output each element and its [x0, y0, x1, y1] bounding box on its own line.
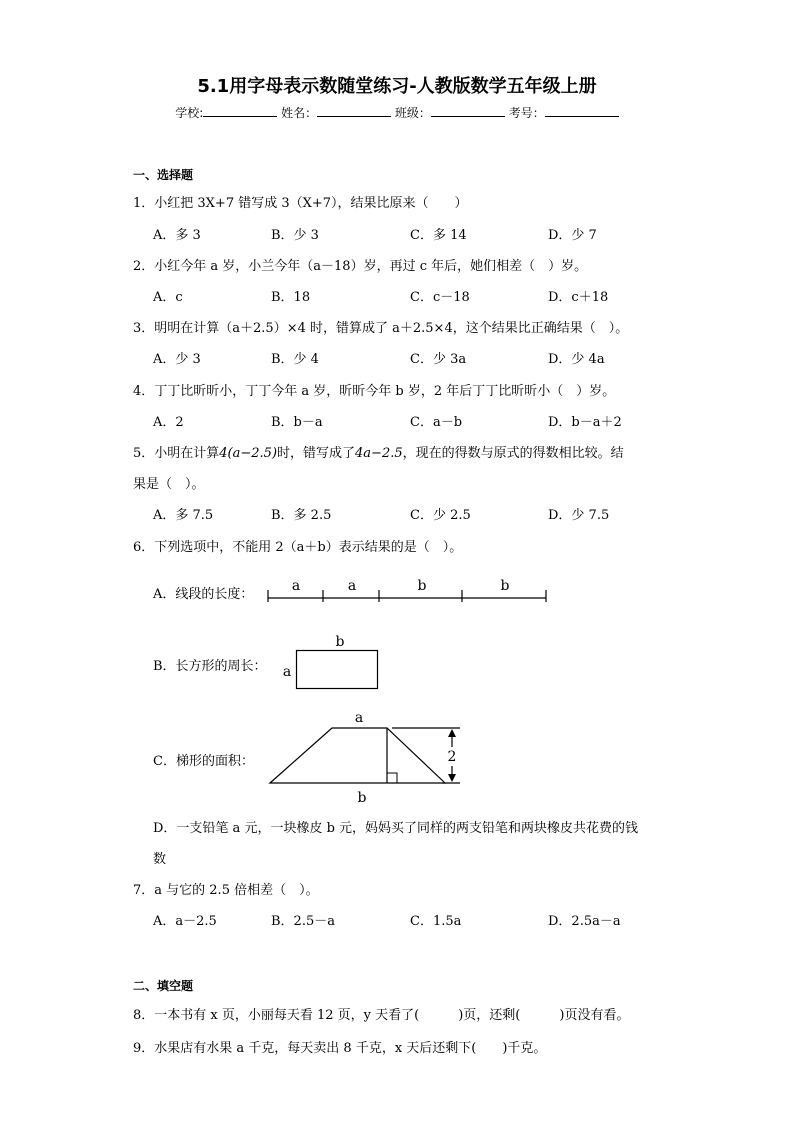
rectangle-diagram: [278, 630, 388, 692]
q7-option-c[interactable]: C．1.5a: [410, 914, 462, 929]
segment-label-a1: a: [291, 578, 301, 594]
q5-option-b[interactable]: B．多 2.5: [271, 508, 332, 523]
exam-number-blank[interactable]: [545, 104, 619, 117]
question-9: 9．水果店有水果 a 千克，每天卖出 8 千克，x 天后还剩下( )千克。: [133, 1041, 547, 1056]
question-3: 3．明明在计算（a＋2.5）×4 时，错算成了 a＋2.5×4，这个结果比正确结果（ ）。: [133, 321, 629, 336]
q4-option-c[interactable]: C．a－b: [410, 415, 463, 430]
q6-option-c[interactable]: C．梯形的面积：: [153, 754, 254, 769]
q6-option-d[interactable]: D．一支铅笔 a 元，一块橡皮 b 元，妈妈买了同样的两支铅笔和两块橡皮共花费的钱: [153, 821, 639, 836]
trapezoid-diagram: [262, 706, 472, 808]
section-heading-fill: 二、填空题: [133, 979, 194, 993]
q2-option-a[interactable]: A．c: [153, 290, 183, 305]
section-heading-choice: 一、选择题: [133, 168, 194, 182]
arrow-up-icon: [448, 729, 456, 737]
question-4: 4．丁丁比昕昕小，丁丁今年 a 岁，昕昕今年 b 岁，2 年后丁丁比昕昕小（ ）岁。: [133, 384, 616, 399]
question-5-line2: 果是（ ）。: [133, 477, 205, 492]
q4-option-d[interactable]: D．b－a＋2: [548, 415, 622, 430]
q5-text-a: 5．小明在计算: [133, 446, 220, 461]
q1-option-b[interactable]: B．少 3: [271, 228, 319, 243]
q5-text-b: 时，错写成了: [277, 446, 356, 461]
rectangle-label-a: a: [282, 664, 292, 680]
trapezoid-label-bottom: b: [357, 790, 367, 806]
segment-label-b1: b: [417, 578, 427, 594]
q5-option-a[interactable]: A．多 7.5: [153, 508, 214, 523]
q6-option-a[interactable]: A．线段的长度：: [153, 587, 254, 602]
trapezoid-label-top: a: [354, 710, 364, 726]
name-label: 姓名：: [281, 106, 318, 120]
rectangle-label-b: b: [335, 634, 345, 650]
q5-option-c[interactable]: C．少 2.5: [410, 508, 471, 523]
q6-option-d-line2: 数: [153, 852, 167, 867]
q7-option-b[interactable]: B．2.5－a: [271, 914, 335, 929]
arrow-down-icon: [448, 774, 456, 782]
trapezoid-shape: [270, 728, 445, 783]
q7-option-d[interactable]: D．2.5a－a: [548, 914, 621, 929]
question-1: 1．小红把 3X+7 错写成 3（X+7），结果比原来（ ）: [133, 196, 468, 211]
q2-option-b[interactable]: B．18: [271, 290, 311, 305]
q4-option-a[interactable]: A．2: [153, 415, 184, 430]
q2-option-d[interactable]: D．c＋18: [548, 290, 609, 305]
trapezoid-label-height: 2: [447, 749, 457, 765]
q4-option-b[interactable]: B．b－a: [271, 415, 323, 430]
q2-option-c[interactable]: C．c－18: [410, 290, 470, 305]
exam-number-label: 考号：: [508, 106, 545, 120]
q1-option-c[interactable]: C．多 14: [410, 228, 467, 243]
school-blank[interactable]: [203, 104, 277, 117]
q5-expression-wrong: 4a−2.5: [355, 446, 403, 461]
q5-expression-original: 4(a−2.5): [219, 446, 278, 461]
rectangle-shape: [297, 651, 378, 689]
class-blank[interactable]: [431, 104, 505, 117]
q3-option-d[interactable]: D．少 4a: [548, 352, 605, 367]
segment-label-a2: a: [347, 578, 357, 594]
segment-diagram: [262, 570, 552, 606]
name-blank[interactable]: [317, 104, 391, 117]
school-label: 学校:: [175, 106, 204, 120]
q6-option-b[interactable]: B．长方形的周长：: [153, 659, 267, 674]
question-5: [133, 442, 624, 461]
q3-option-b[interactable]: B．少 4: [271, 352, 319, 367]
q7-option-a[interactable]: A．a－2.5: [153, 914, 217, 929]
question-7: 7．a 与它的 2.5 倍相差（ ）。: [133, 883, 319, 898]
segment-label-b2: b: [500, 578, 510, 594]
student-info-row: [0, 104, 794, 121]
q5-text-c: ，现在的得数与原式的得数相比较。结: [402, 446, 624, 461]
question-6: 6．下列选项中，不能用 2（a＋b）表示结果的是（ ）。: [133, 540, 463, 555]
q5-option-d[interactable]: D．少 7.5: [548, 508, 610, 523]
q1-option-d[interactable]: D．少 7: [548, 228, 597, 243]
class-label: 班级：: [394, 106, 431, 120]
question-2: 2．小红今年 a 岁，小兰今年（a－18）岁，再过 c 年后，她们相差（ ）岁。: [133, 259, 588, 274]
q3-option-c[interactable]: C．少 3a: [410, 352, 467, 367]
page-title: 5.1用字母表示数随堂练习-人教版数学五年级上册: [197, 76, 597, 97]
q1-option-a[interactable]: A．多 3: [153, 228, 201, 243]
q3-option-a[interactable]: A．少 3: [153, 352, 201, 367]
question-8: 8．一本书有 x 页，小丽每天看 12 页，y 天看了( )页，还剩( )页没有看。: [133, 1008, 630, 1023]
right-angle-mark: [387, 773, 397, 783]
